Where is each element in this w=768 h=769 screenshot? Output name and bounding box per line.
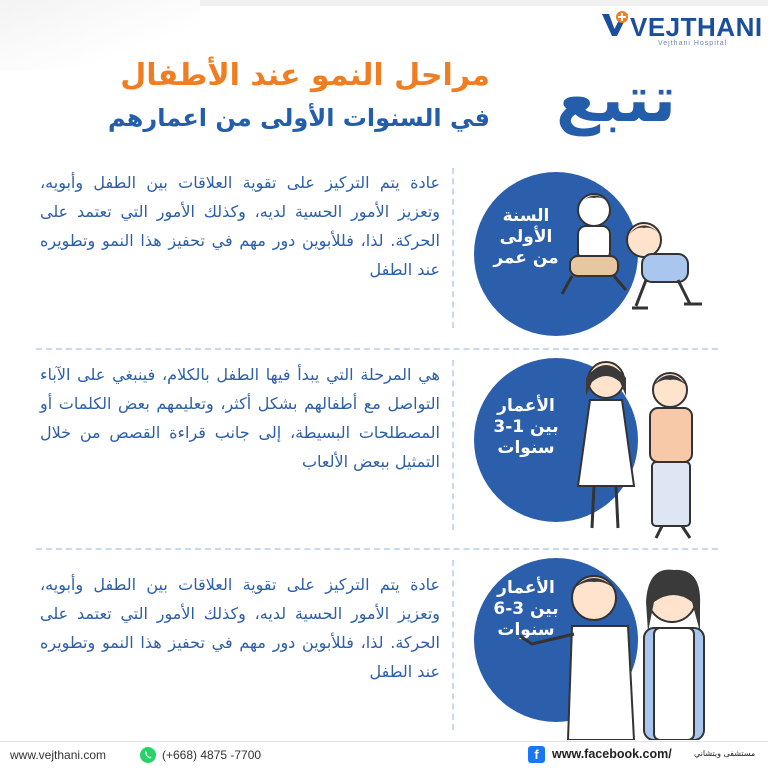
phone-number[interactable]: (+668) 4875 -7700 — [162, 748, 262, 762]
logo-text: VEJTHANI — [630, 12, 763, 42]
facebook-icon[interactable]: f — [528, 746, 545, 763]
stage-2-label-line-2: بين 1-3 — [493, 417, 559, 437]
stage-3-label-line-1: الأعمار — [497, 578, 555, 598]
facebook-page-name[interactable]: مستشفى ويتشاني — [694, 749, 756, 758]
stage-1-text: عادة يتم التركيز على تقوية العلاقات بين الطفل وأبويه، وتعزيز الأمور الحسية لديه، وكذلك الأمور التي تعتمد على الحركة. لذا، فللأبوين دور مهم في تحفيز هذا النمو وتطويره عند الطفل — [40, 173, 440, 279]
footer-bar — [0, 741, 768, 769]
separator-vertical-1 — [452, 168, 454, 328]
crawling-toddlers-illustration — [556, 186, 706, 316]
title-line-2: في السنوات الأولى من اعمارهم — [107, 104, 490, 132]
stage-3-label-line-3: سنوات — [497, 620, 555, 640]
older-children-illustration — [512, 562, 722, 740]
talking-children-illustration — [572, 356, 712, 542]
stage-1-label-line-3: من عمر — [493, 248, 559, 268]
title-line-1: مراحل النمو عند الأطفال — [120, 58, 490, 93]
separator-vertical-3 — [452, 560, 454, 730]
stage-2-label — [484, 396, 568, 459]
stage-2-label-line-3: سنوات — [497, 438, 555, 458]
stage-3-text: عادة يتم التركيز على تقوية العلاقات بين الطفل وأبويه، وتعزيز الأمور الحسية لديه، وكذلك الأمور التي تعتمد على الحركة. لذا، فللأبوين دور مهم في تحفيز هذا النمو وتطويره عند الطفل — [40, 575, 440, 681]
section-divider-1 — [36, 348, 718, 350]
whatsapp-icon[interactable] — [140, 747, 156, 763]
section-divider-2 — [36, 548, 718, 550]
logo-mark-icon — [600, 10, 634, 40]
website-link[interactable]: www.vejthani.com — [10, 748, 107, 762]
facebook-url[interactable]: www.facebook.com/ — [552, 747, 672, 761]
logo-subtitle: Vejthani Hospital — [658, 40, 728, 47]
vejthani-logo[interactable] — [600, 8, 763, 48]
stage-2-label-line-1: الأعمار — [497, 396, 555, 416]
headline-word: تتبع — [556, 63, 676, 137]
stage-2-text: هي المرحلة التي يبدأ فيها الطفل بالكلام، فينبغي على الآباء التواصل مع أطفالهم بشكل أكثر، وتعليمهم بعض الكلمات أو المصطلحات البسيطة، إلى جانب قراءة القصص من خلال التمثيل ببعض الألعاب — [40, 365, 440, 471]
stage-1-label-line-1: السنة — [502, 206, 550, 226]
whatsapp-glyph-icon — [140, 747, 156, 763]
separator-vertical-2 — [452, 360, 454, 530]
stage-1-label-line-2: الأولى — [499, 227, 553, 247]
stage-3-label-line-2: بين 3-6 — [493, 599, 559, 619]
